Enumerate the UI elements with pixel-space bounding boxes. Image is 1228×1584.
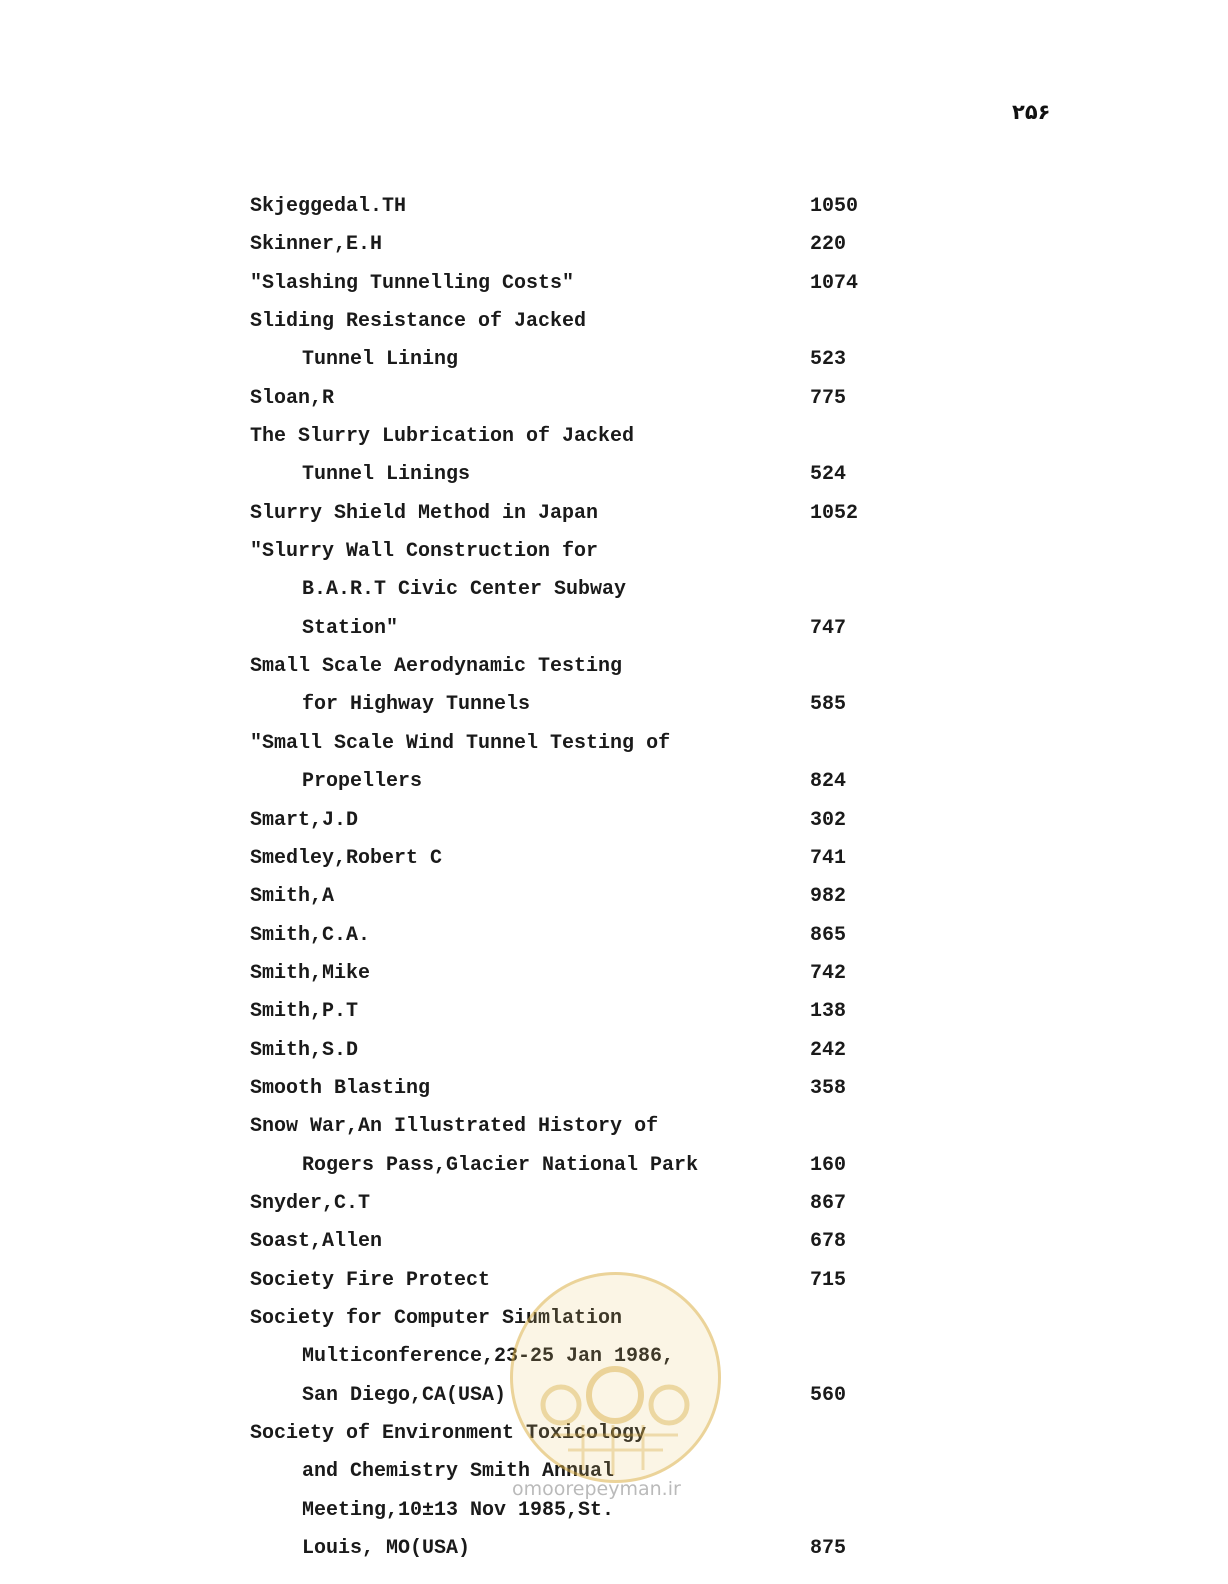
entry-title: Smith,P.T 138 xyxy=(250,993,890,1031)
entry-title: Society of Environment Toxicology xyxy=(250,1422,647,1445)
index-entry xyxy=(250,802,890,840)
entry-title: Sloan,R 775 xyxy=(250,380,890,418)
entry-page-ref: 585 xyxy=(810,693,847,717)
entry-continuation: and Chemistry Smith Annual xyxy=(302,1460,615,1484)
entry-title: Smith,Mike 742 xyxy=(250,955,890,993)
entry-page-ref: 742 xyxy=(810,961,847,985)
entry-continuation: Multiconference,23-25 Jan 1986, xyxy=(302,1345,675,1369)
index-entry xyxy=(250,1185,890,1223)
index-entry xyxy=(250,1032,890,1070)
entry-page-ref: 523 xyxy=(810,348,847,372)
index-entry xyxy=(250,265,890,303)
entry-continuation: Station" 747 xyxy=(250,610,890,648)
index-entry xyxy=(250,648,890,725)
entry-continuation: San Diego,CA(USA) 560 xyxy=(250,1377,890,1415)
index-entry xyxy=(250,840,890,878)
entry-continuation: B.A.R.T Civic Center Subway xyxy=(302,578,627,602)
entry-page-ref: 715 xyxy=(810,1268,847,1292)
entry-title: Snow War,An Illustrated History of xyxy=(250,1115,659,1139)
entry-page-ref: 302 xyxy=(810,808,847,832)
entry-continuation: for Highway Tunnels 585 xyxy=(250,686,890,724)
index-entry xyxy=(250,188,890,226)
entry-page-ref: 867 xyxy=(810,1191,847,1215)
entry-title: Society for Computer Siumlation xyxy=(250,1306,623,1330)
entry-title: Smith,A 982 xyxy=(250,878,890,916)
entry-page-ref: 524 xyxy=(810,463,847,487)
entry-title: Skinner,E.H 220 xyxy=(250,226,890,264)
entry-title: Smart,J.D 302 xyxy=(250,802,890,840)
entry-page-ref: 678 xyxy=(810,1230,847,1254)
entry-continuation: Tunnel Linings 524 xyxy=(250,456,890,494)
entry-continuation: Propellers 824 xyxy=(250,763,890,801)
entry-continuation: Meeting,10±13 Nov 1985,St. xyxy=(302,1498,615,1522)
entry-title: "Slashing Tunnelling Costs" 1074 xyxy=(250,265,890,303)
entry-page-ref: 1074 xyxy=(810,271,859,295)
gear-icon xyxy=(513,1275,718,1480)
index-entry xyxy=(250,917,890,955)
entry-page-ref: 358 xyxy=(810,1076,847,1100)
entry-page-ref: 560 xyxy=(810,1383,847,1407)
entry-page-ref: 982 xyxy=(810,885,847,909)
entry-page-ref: 242 xyxy=(810,1038,847,1062)
entry-page-ref: 160 xyxy=(810,1153,847,1177)
entry-title: Smedley,Robert C 741 xyxy=(250,840,890,878)
index-entry xyxy=(250,495,890,533)
entry-page-ref: 875 xyxy=(810,1537,847,1561)
entry-page-ref: 747 xyxy=(810,616,847,640)
index-entry xyxy=(250,878,890,916)
watermark-seal xyxy=(510,1272,721,1483)
entry-page-ref: 741 xyxy=(810,846,847,870)
index-entry xyxy=(250,1070,890,1108)
index-entry xyxy=(250,226,890,264)
entry-title: Smith,C.A. 865 xyxy=(250,917,890,955)
entry-page-ref: 824 xyxy=(810,770,847,794)
entry-page-ref: 1052 xyxy=(810,501,859,525)
index-entry xyxy=(250,955,890,993)
entry-title: Slurry Shield Method in Japan 1052 xyxy=(250,495,890,533)
index-entry xyxy=(250,993,890,1031)
entry-page-ref: 865 xyxy=(810,923,847,947)
entry-continuation: Tunnel Lining 523 xyxy=(250,341,890,379)
entry-title: "Small Scale Wind Tunnel Testing of xyxy=(250,731,671,755)
index-entry xyxy=(250,380,890,418)
index-entry xyxy=(250,1223,890,1261)
entry-title: Smooth Blasting 358 xyxy=(250,1070,890,1108)
index-entry xyxy=(250,725,890,802)
entry-continuation: Louis, MO(USA) 875 xyxy=(250,1530,890,1568)
entry-page-ref: 138 xyxy=(810,1000,847,1024)
entry-title: Society Fire Protect 715 xyxy=(250,1262,890,1300)
entry-title: Snyder,C.T 867 xyxy=(250,1185,890,1223)
entry-title: Smith,S.D 242 xyxy=(250,1032,890,1070)
entry-title: "Slurry Wall Construction for xyxy=(250,540,599,564)
entry-page-ref: 220 xyxy=(810,233,847,257)
entry-page-ref: 1050 xyxy=(810,195,859,218)
entry-continuation: Rogers Pass,Glacier National Park 160 xyxy=(250,1147,890,1185)
entry-title: The Slurry Lubrication of Jacked xyxy=(250,425,635,449)
watermark-text: omoorepeyman.ir xyxy=(512,1478,681,1500)
page-number: ۲۵۶ xyxy=(1012,100,1051,124)
index-entry xyxy=(250,418,890,495)
entry-title: Soast,Allen 678 xyxy=(250,1223,890,1261)
index-entry xyxy=(250,533,890,648)
index-entry xyxy=(250,303,890,380)
entry-title: Sliding Resistance of Jacked xyxy=(250,310,587,334)
index-entry xyxy=(250,1108,890,1185)
entry-title: Skjeggedal.TH 1050 xyxy=(250,188,890,226)
entry-page-ref: 775 xyxy=(810,386,847,410)
entry-title: Small Scale Aerodynamic Testing xyxy=(250,655,623,679)
